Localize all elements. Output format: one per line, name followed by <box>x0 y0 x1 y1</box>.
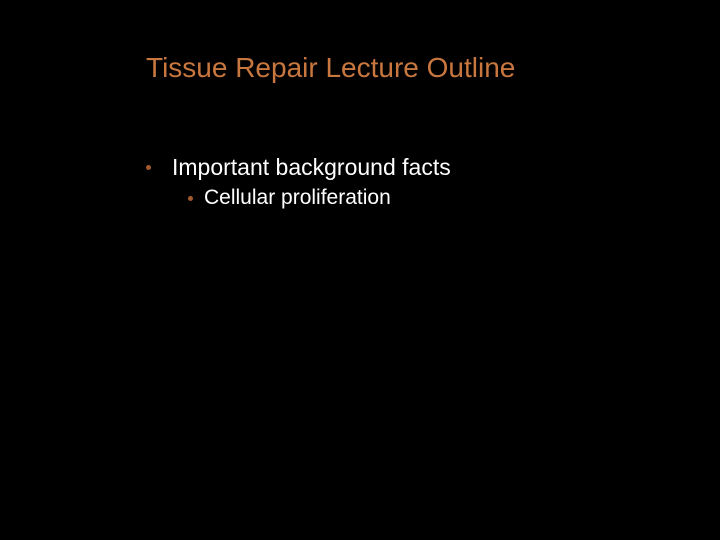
bullet-point-icon <box>146 165 151 170</box>
sub-bullet-point-icon <box>188 196 193 201</box>
sub-bullet-text: Cellular proliferation <box>204 186 391 209</box>
bullet-text: Important background facts <box>172 154 451 180</box>
bullet-item-level-2 <box>188 183 391 213</box>
slide-title: Tissue Repair Lecture Outline <box>146 52 516 83</box>
bullet-item-level-1 <box>146 151 451 183</box>
